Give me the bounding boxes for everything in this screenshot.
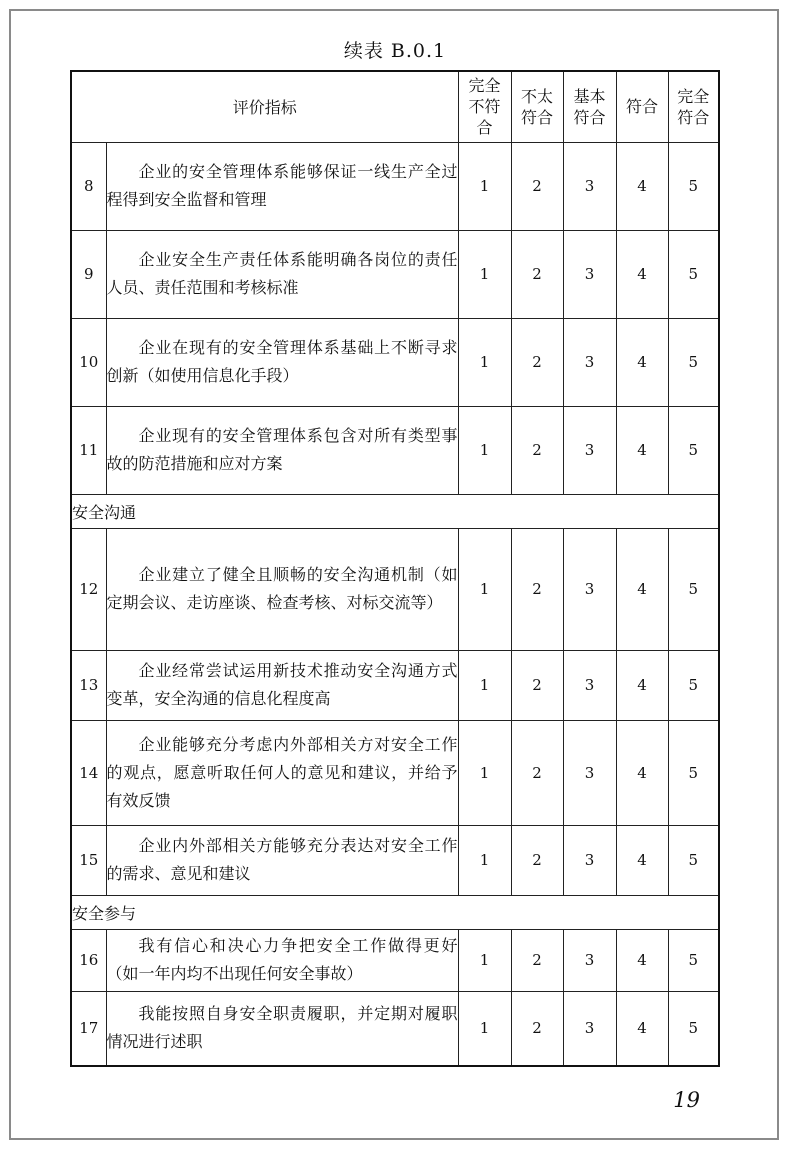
score-cell: 3 [563,650,616,720]
score-cell: 3 [563,318,616,406]
score-cell: 3 [563,991,616,1066]
item-number: 8 [71,142,106,230]
table-row [71,650,719,720]
score-cell: 1 [458,929,511,991]
item-text: 我有信心和决心力争把安全工作做得更好（如一年内均不出现任何安全事故） [106,929,458,991]
item-number: 15 [71,825,106,895]
item-text: 企业经常尝试运用新技术推动安全沟通方式变革，安全沟通的信息化程度高 [106,650,458,720]
score-cell: 4 [616,142,668,230]
header-row [71,71,719,142]
score-cell: 5 [668,650,719,720]
score-cell: 2 [511,528,563,650]
score-cell: 4 [616,528,668,650]
table-row [71,142,719,230]
score-cell: 5 [668,528,719,650]
item-number: 17 [71,991,106,1066]
score-cell: 4 [616,230,668,318]
score-cell: 1 [458,318,511,406]
header-option-3: 基本符合 [563,71,616,142]
table-caption: 续表 B.0.1 [343,40,447,62]
score-cell: 4 [616,650,668,720]
score-cell: 1 [458,230,511,318]
score-cell: 3 [563,406,616,494]
item-number: 12 [71,528,106,650]
table-row [71,720,719,825]
table-row [71,318,719,406]
section-label: 安全参与 [71,895,719,929]
score-cell: 2 [511,991,563,1066]
item-text: 企业的安全管理体系能够保证一线生产全过程得到安全监督和管理 [106,142,458,230]
score-cell: 4 [616,720,668,825]
score-cell: 2 [511,650,563,720]
score-cell: 4 [616,991,668,1066]
item-text: 企业能够充分考虑内外部相关方对安全工作的观点，愿意听取任何人的意见和建议，并给予有效反馈 [106,720,458,825]
score-cell: 2 [511,142,563,230]
score-cell: 1 [458,650,511,720]
score-cell: 3 [563,825,616,895]
item-number: 9 [71,230,106,318]
item-text: 企业在现有的安全管理体系基础上不断寻求创新（如使用信息化手段） [106,318,458,406]
table-row [71,230,719,318]
header-option-1: 完全不符合 [458,71,511,142]
table-row [71,825,719,895]
score-cell: 2 [511,318,563,406]
score-cell: 2 [511,929,563,991]
score-cell: 4 [616,318,668,406]
section-row [71,895,719,929]
score-cell: 5 [668,230,719,318]
score-cell: 1 [458,991,511,1066]
item-text: 企业现有的安全管理体系包含对所有类型事故的防范措施和应对方案 [106,406,458,494]
item-text: 企业建立了健全且顺畅的安全沟通机制（如定期会议、走访座谈、检查考核、对标交流等） [106,528,458,650]
item-number: 13 [71,650,106,720]
score-cell: 3 [563,142,616,230]
item-text: 企业安全生产责任体系能明确各岗位的责任人员、责任范围和考核标准 [106,230,458,318]
item-number: 11 [71,406,106,494]
score-cell: 1 [458,825,511,895]
score-cell: 1 [458,406,511,494]
header-option-4: 符合 [616,71,668,142]
section-row [71,494,719,528]
table-row [71,929,719,991]
score-cell: 3 [563,230,616,318]
item-number: 10 [71,318,106,406]
score-cell: 3 [563,720,616,825]
score-cell: 2 [511,720,563,825]
score-cell: 2 [511,230,563,318]
item-text: 企业内外部相关方能够充分表达对安全工作的需求、意见和建议 [106,825,458,895]
score-cell: 5 [668,720,719,825]
table-row [71,991,719,1066]
score-cell: 4 [616,929,668,991]
score-cell: 4 [616,406,668,494]
score-cell: 5 [668,142,719,230]
score-cell: 5 [668,991,719,1066]
score-cell: 2 [511,406,563,494]
score-cell: 5 [668,929,719,991]
section-label: 安全沟通 [71,494,719,528]
header-indicator: 评价指标 [71,71,458,142]
score-cell: 2 [511,825,563,895]
score-cell: 1 [458,720,511,825]
score-cell: 1 [458,528,511,650]
item-text: 我能按照自身安全职责履职，并定期对履职情况进行述职 [106,991,458,1066]
page-number: 19 [673,1088,700,1112]
table-row [71,528,719,650]
score-cell: 3 [563,929,616,991]
score-cell: 5 [668,825,719,895]
header-option-2: 不太符合 [511,71,563,142]
score-cell: 3 [563,528,616,650]
score-cell: 5 [668,318,719,406]
item-number: 16 [71,929,106,991]
header-option-5: 完全符合 [668,71,719,142]
score-cell: 5 [668,406,719,494]
table-row [71,406,719,494]
evaluation-table [70,70,720,1067]
item-number: 14 [71,720,106,825]
score-cell: 4 [616,825,668,895]
score-cell: 1 [458,142,511,230]
